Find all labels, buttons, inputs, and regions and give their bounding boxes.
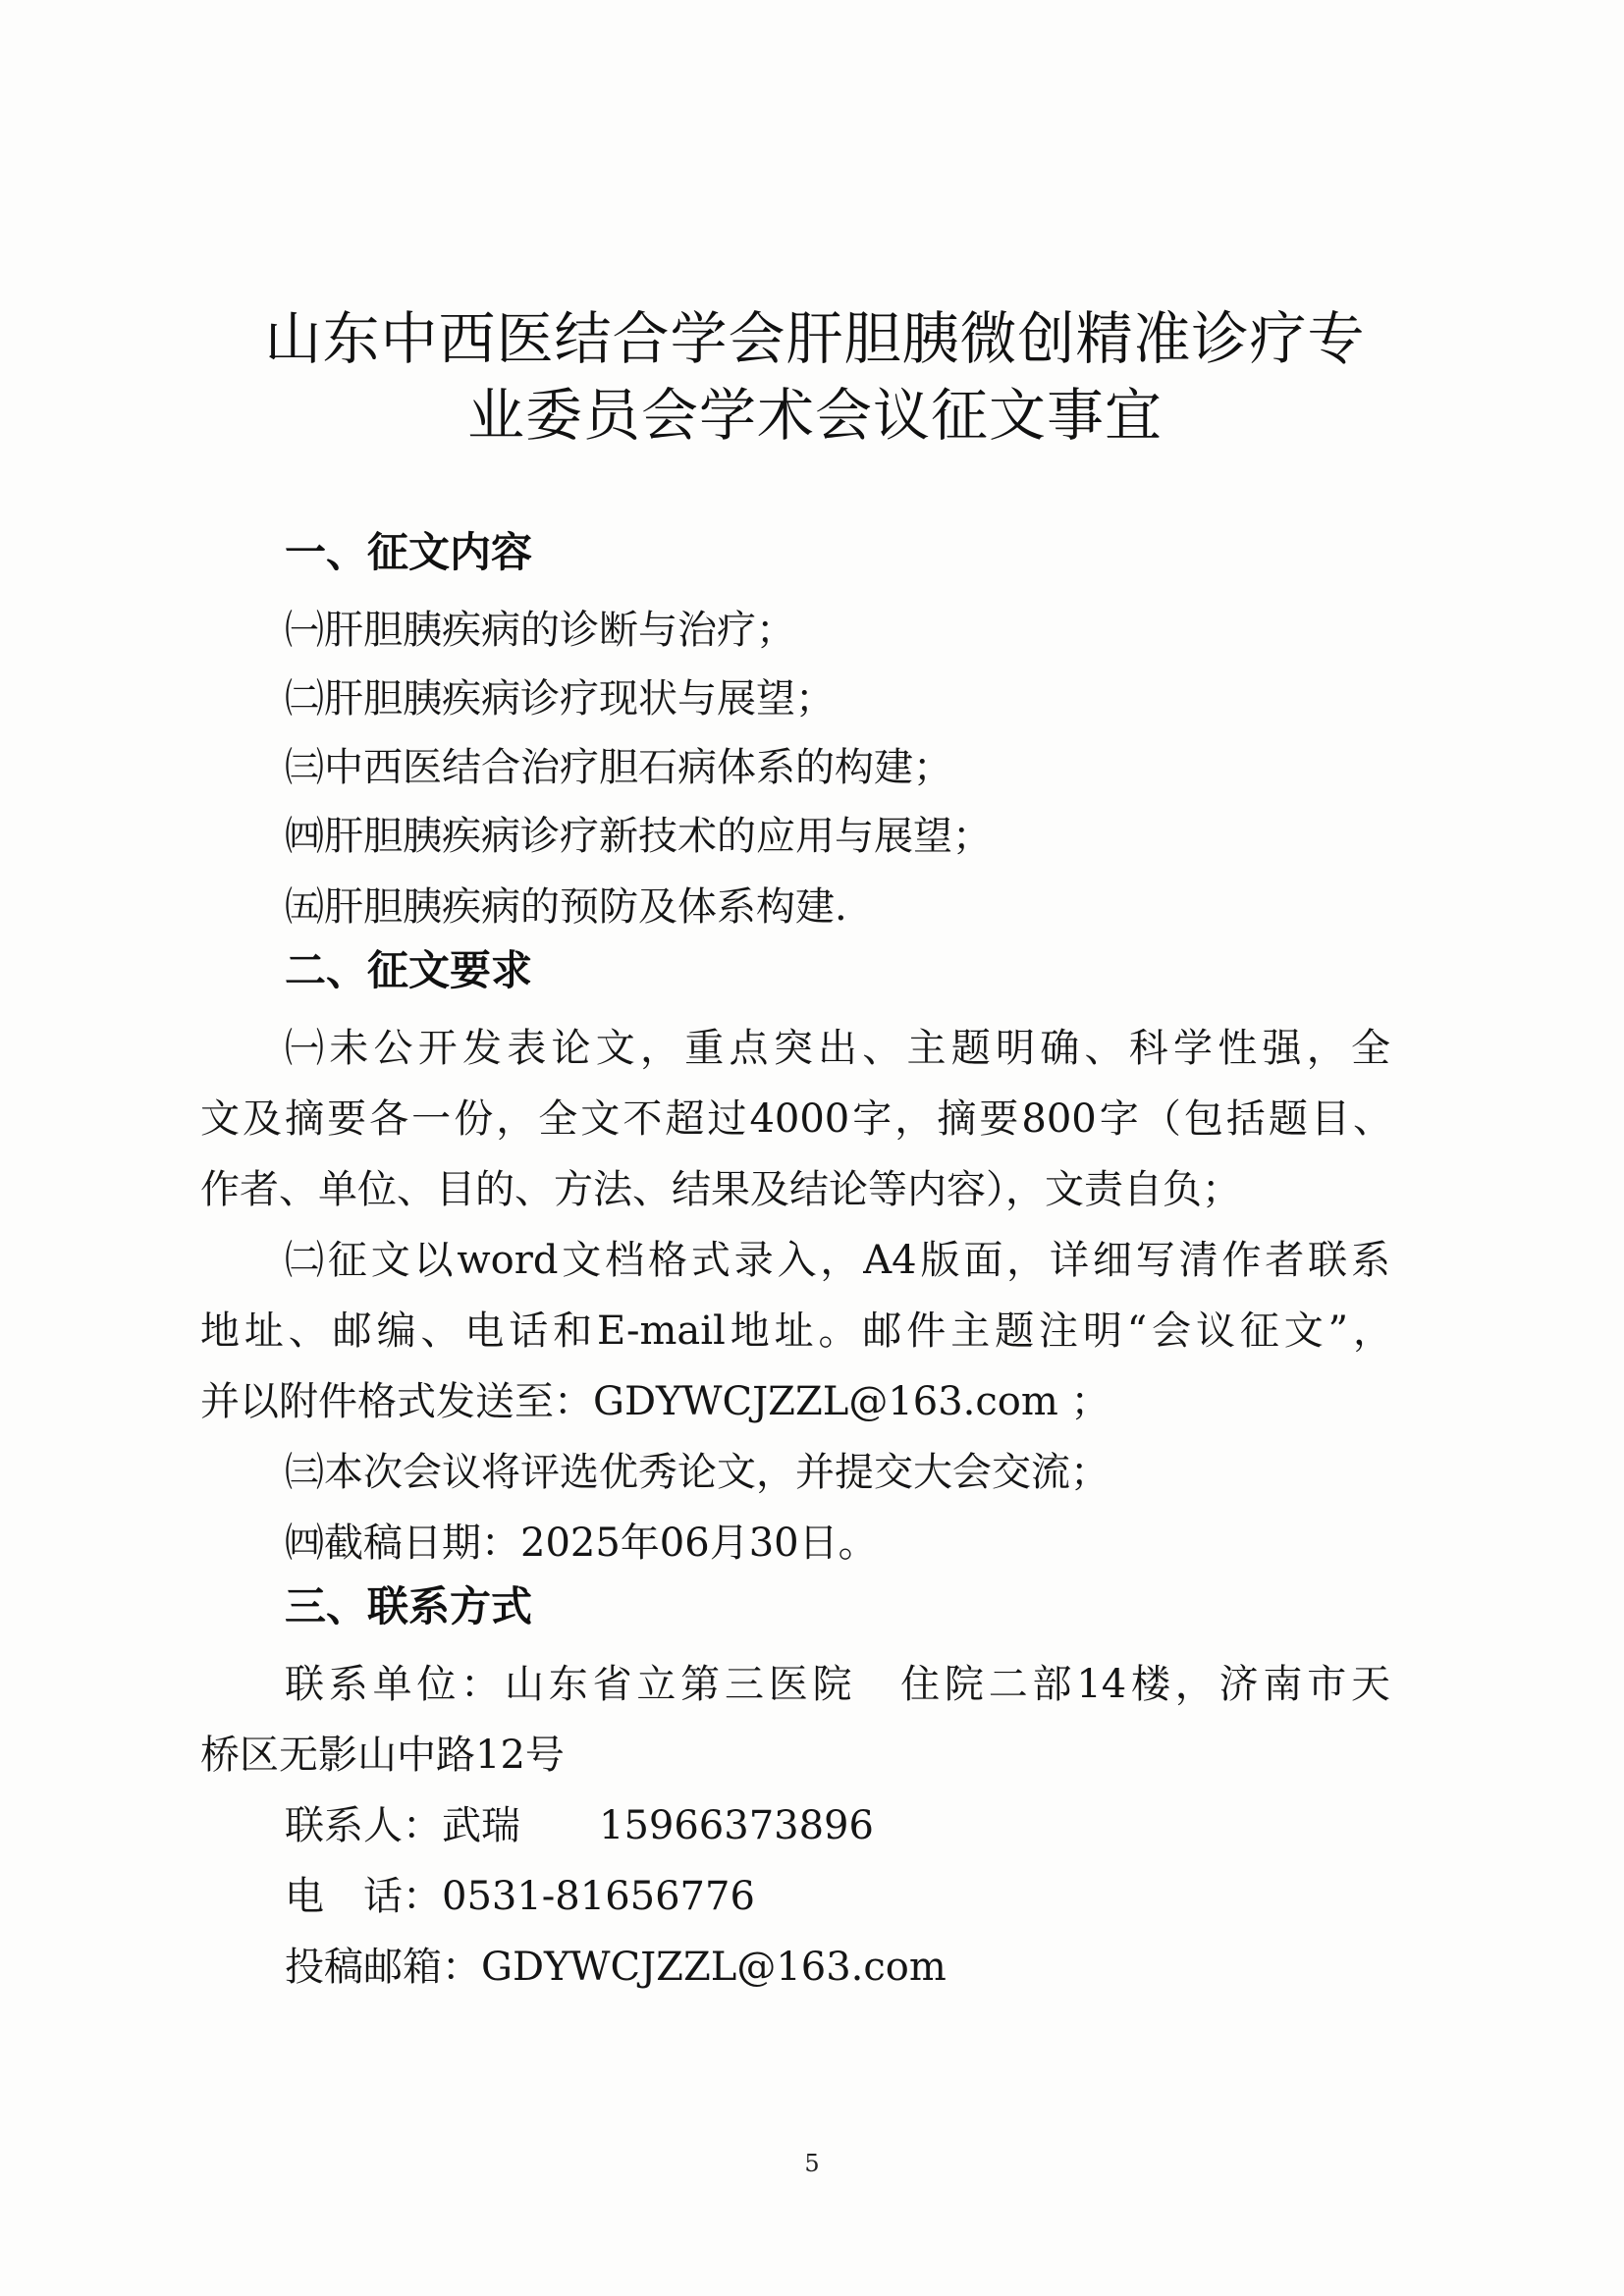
- section-heading-content: 一、征文内容: [285, 528, 533, 576]
- requirement-3: ㈢本次会议将评选优秀论文，并提交大会交流；: [285, 1450, 1110, 1495]
- requirement-2-line-2: 地址、邮编、电话和E-mail地址。邮件主题注明“会议征文”，: [200, 1308, 1392, 1354]
- content-item-1: ㈠肝胆胰疾病的诊断与治疗；: [285, 608, 795, 653]
- contact-unit-line-1: 联系单位：山东省立第三医院 住院二部14楼，济南市天: [285, 1662, 1390, 1707]
- section-heading-requirements: 二、征文要求: [285, 946, 533, 994]
- contact-email: 投稿邮箱：GDYWCJZZL@163.com: [285, 1945, 947, 1990]
- contact-phone: 电 话：0531-81656776: [285, 1874, 755, 1919]
- requirement-2-line-1: ㈡征文以word文档格式录入，A4版面，详细写清作者联系: [285, 1238, 1390, 1283]
- requirement-1-line-2: 文及摘要各一份，全文不超过4000字，摘要800字（包括题目、: [200, 1096, 1392, 1142]
- document-title-line-1: 山东中西医结合学会肝胆胰微创精准诊疗专: [264, 305, 1366, 372]
- content-item-4: ㈣肝胆胰疾病诊疗新技术的应用与展望；: [285, 814, 992, 859]
- document-title-line-2: 业委员会学术会议征文事宜: [466, 382, 1163, 449]
- content-item-3: ㈢中西医结合治疗胆石病体系的构建；: [285, 745, 952, 790]
- requirement-2-line-3: 并以附件格式发送至：GDYWCJZZL@163.com ；: [200, 1379, 1110, 1424]
- requirement-4-deadline: ㈣截稿日期：2025年06月30日。: [285, 1521, 878, 1566]
- contact-unit-line-2: 桥区无影山中路12号: [200, 1733, 565, 1778]
- page-number: 5: [804, 2150, 820, 2177]
- content-item-2: ㈡肝胆胰疾病诊疗现状与展望；: [285, 676, 835, 721]
- contact-person: 联系人：武瑞 15966373896: [285, 1803, 874, 1848]
- content-item-5: ㈤肝胆胰疾病的预防及体系构建.: [285, 884, 847, 930]
- requirement-1-line-1: ㈠未公开发表论文，重点突出、主题明确、科学性强，全: [285, 1026, 1390, 1071]
- section-heading-contact: 三、联系方式: [285, 1582, 533, 1630]
- requirement-1-line-3: 作者、单位、目的、方法、结果及结论等内容），文责自负；: [200, 1167, 1241, 1212]
